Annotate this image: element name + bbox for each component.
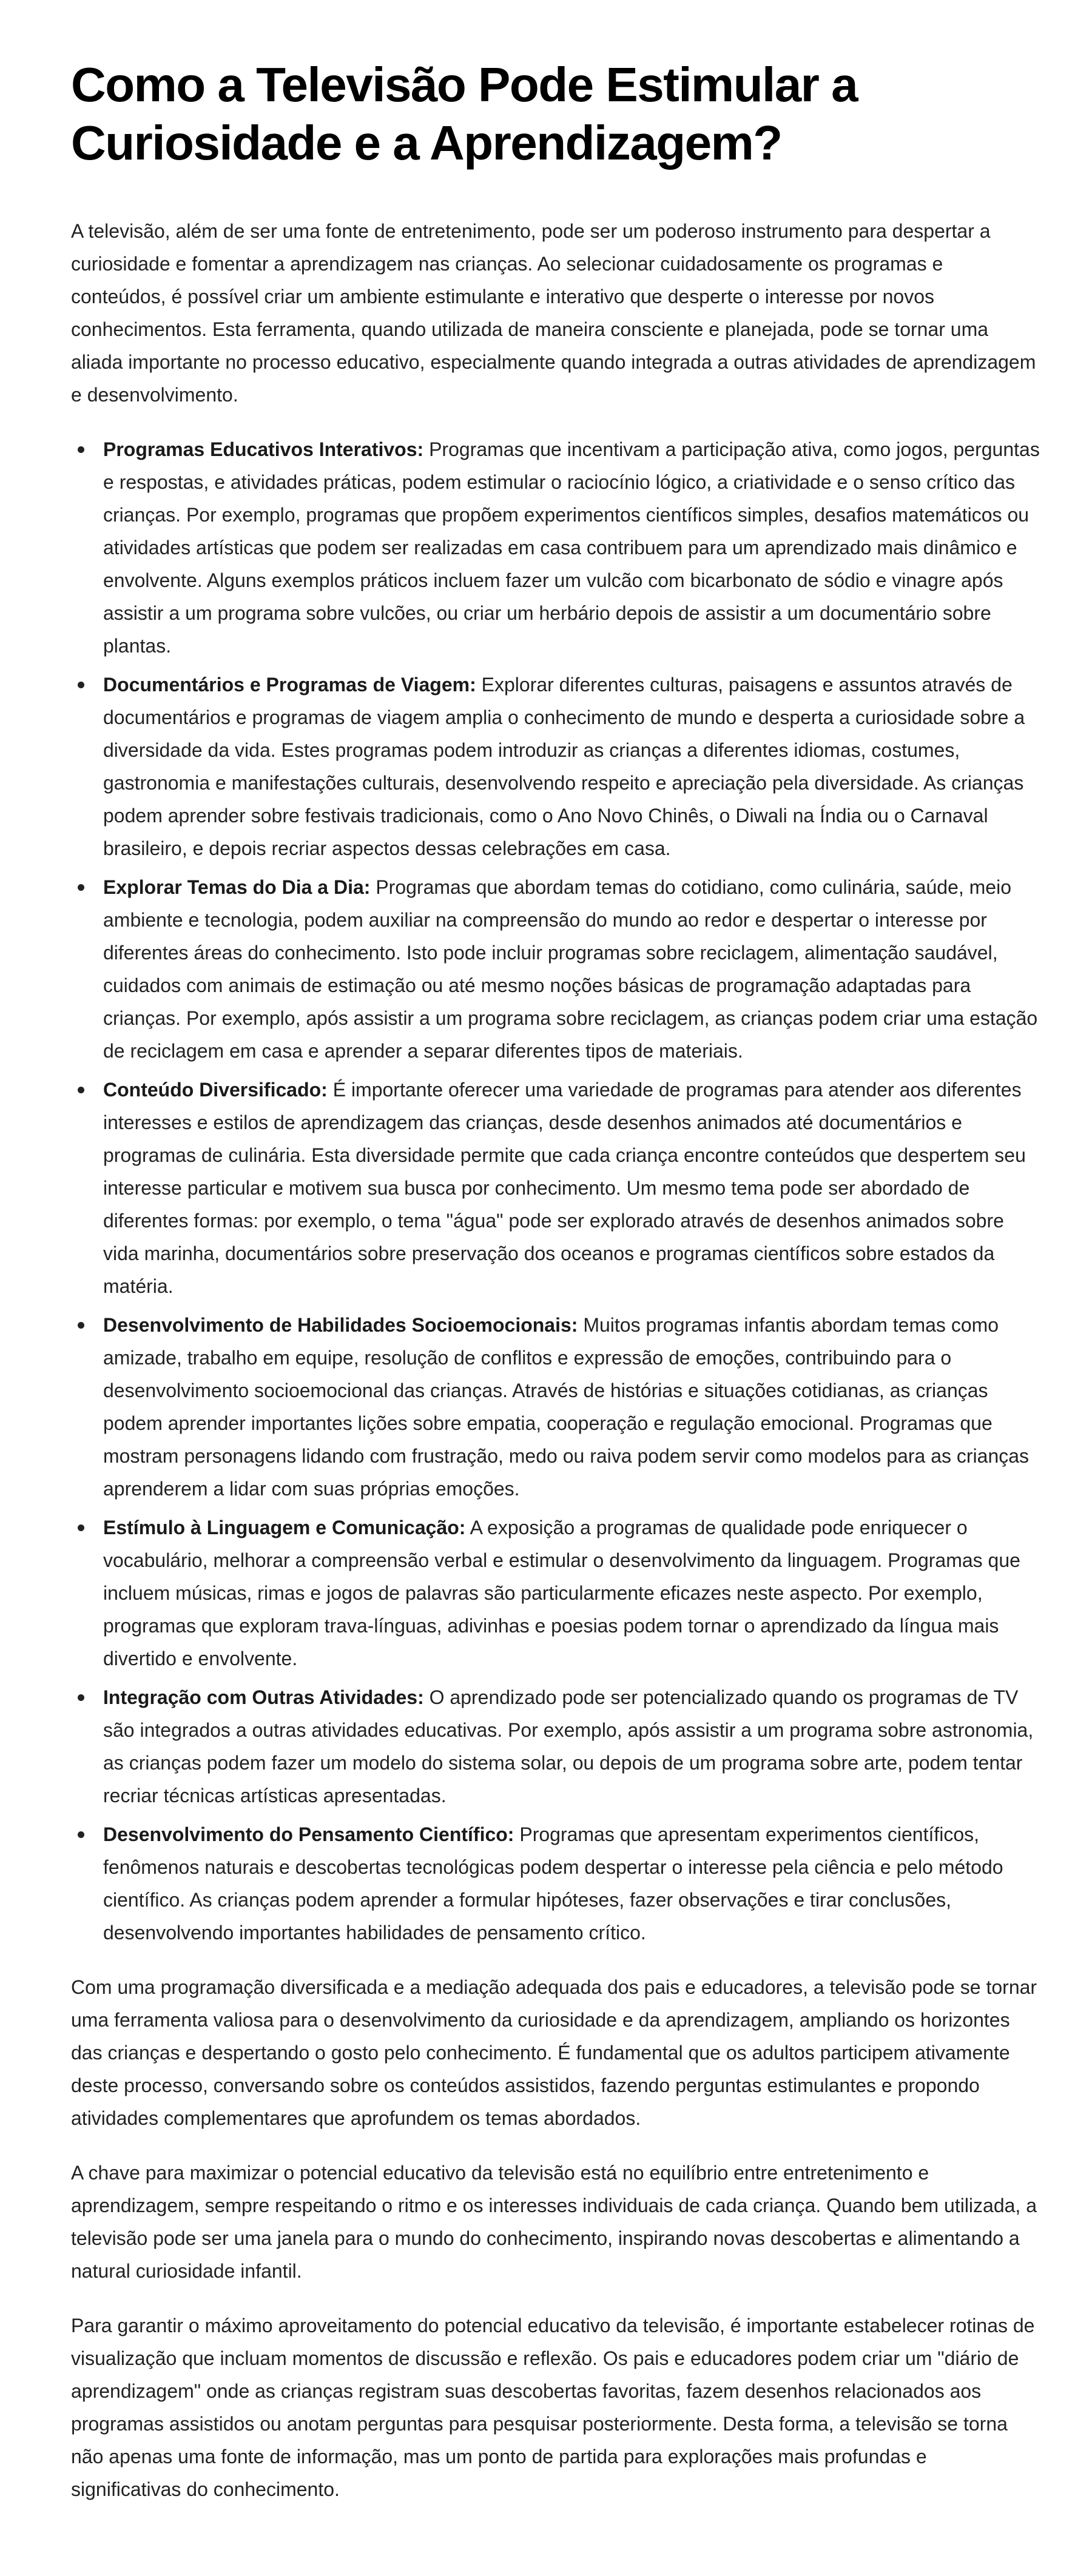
list-item-text: É importante oferecer uma variedade de programas para atender aos diferentes interesses e estilos de aprendizagem das crianças, desde desenhos animados até documentários e programas de culinária. Esta diversidade permite que cada criança encontre conteúdos que despertem seu interesse particular e motivem sua busca por conhecimento. Um mesmo tema pode ser abordado de diferentes formas: por exemplo, o tema "água" pode ser explorado através de desenhos animados sobre vida marinha, documentários sobre preservação dos oceanos e programas científicos sobre estados da matéria. (103, 1079, 1026, 1297)
list-item (71, 1511, 1043, 1675)
list-item (71, 1818, 1043, 1949)
benefits-list (71, 433, 1043, 1949)
list-item-title: Estímulo à Linguagem e Comunicação: (103, 1517, 466, 1538)
bullet-icon (78, 682, 84, 688)
bullet-icon (78, 1831, 84, 1838)
list-item (71, 1073, 1043, 1303)
intro-paragraph: A televisão, além de ser uma fonte de entretenimento, pode ser um poderoso instrumento para despertar a curiosidade e fomentar a aprendizagem nas crianças. Ao selecionar cuidadosamente os programas e conteúdos, é possível criar um ambiente estimulante e interativo que desperte o interesse por novos conhecimentos. Esta ferramenta, quando utilizada de maneira consciente e planejada, pode se tornar uma aliada importante no processo educativo, especialmente quando integrada a outras atividades de aprendizagem e desenvolvimento. (71, 220, 1036, 406)
list-item-title: Explorar Temas do Dia a Dia: (103, 876, 371, 898)
page-title: Como a Televisão Pode Estimular a Curiosidade e a Aprendizagem? (71, 58, 858, 170)
list-item-text: Explorar diferentes culturas, paisagens e assuntos através de documentários e programas de viagem amplia o conhecimento de mundo e desperta a curiosidade sobre a diversidade da vida. Estes programas podem introduzir as crianças a diferentes idiomas, costumes, gastronomia e manifestações culturais, desenvolvendo respeito e apreciação pela diversidade. As crianças podem aprender sobre festivais tradicionais, como o Ano Novo Chinês, o Diwali na Índia ou o Carnaval brasileiro, e depois recriar aspectos dessas celebrações em casa. (103, 674, 1025, 859)
bullet-icon (78, 1087, 84, 1093)
list-item-text: Programas que incentivam a participação ativa, como jogos, perguntas e respostas, e atividades práticas, podem estimular o raciocínio lógico, a criatividade e o senso crítico das crianças. Por exemplo, programas que propõem experimentos científicos simples, desafios matemáticos ou atividades artísticas que podem ser realizadas em casa contribuem para um aprendizado mais dinâmico e envolvente. Alguns exemplos práticos incluem fazer um vulcão com bicarbonato de sódio e vinagre após assistir a um programa sobre vulcões, ou criar um herbário depois de assistir a um documentário sobre plantas. (103, 438, 1040, 657)
bullet-icon (78, 1524, 84, 1531)
list-item-text: Muitos programas infantis abordam temas como amizade, trabalho em equipe, resolução de conflitos e expressão de emoções, contribuindo para o desenvolvimento socioemocional das crianças. Através de histórias e situações cotidianas, as crianças podem aprender importantes lições sobre empatia, cooperação e regulação emocional. Programas que mostram personagens lidando com frustração, medo ou raiva podem servir como modelos para as crianças aprenderem a lidar com suas próprias emoções. (103, 1314, 1030, 1500)
list-item-title: Conteúdo Diversificado: (103, 1079, 328, 1101)
list-item (71, 1309, 1043, 1505)
list-item-text: Programas que abordam temas do cotidiano, como culinária, saúde, meio ambiente e tecnologia, podem auxiliar na compreensão do mundo ao redor e despertar o interesse por diferentes áreas do conhecimento. Isto pode incluir programas sobre reciclagem, alimentação saudável, cuidados com animais de estimação ou até mesmo noções básicas de programação adaptadas para crianças. Por exemplo, após assistir a um programa sobre reciclagem, as crianças podem criar uma estação de reciclagem em casa e aprender a separar diferentes tipos de materiais. (103, 876, 1038, 1062)
list-item (71, 433, 1043, 662)
closing-paragraph: Com uma programação diversificada e a mediação adequada dos pais e educadores, a televisão pode se tornar uma ferramenta valiosa para o desenvolvimento da curiosidade e da aprendizagem, ampliando os horizontes das crianças e despertando o gosto pelo conhecimento. É fundamental que os adultos participem ativamente deste processo, conversando sobre os conteúdos assistidos, fazendo perguntas estimulantes e propondo atividades complementares que aprofundem os temas abordados. (71, 1976, 1037, 2129)
list-item (71, 871, 1043, 1067)
bullet-icon (78, 1694, 84, 1701)
closing-paragraph: Para garantir o máximo aproveitamento do potencial educativo da televisão, é importante estabelecer rotinas de visualização que incluam momentos de discussão e reflexão. Os pais e educadores podem criar um "diário de aprendizagem" onde as crianças registram suas descobertas favoritas, fazem desenhos relacionados aos programas assistidos ou anotam perguntas para pesquisar posteriormente. Desta forma, a televisão se torna não apenas uma fonte de informação, mas um ponto de partida para explorações mais profundas e significativas do conhecimento. (71, 2315, 1035, 2500)
closing-paragraph: A chave para maximizar o potencial educativo da televisão está no equilíbrio entre entretenimento e aprendizagem, sempre respeitando o ritmo e os interesses individuais de cada criança. Quando bem utilizada, a televisão pode ser uma janela para o mundo do conhecimento, inspirando novas descobertas e alimentando a natural curiosidade infantil. (71, 2162, 1037, 2282)
list-item-title: Integração com Outras Atividades: (103, 1686, 424, 1708)
list-item-title: Desenvolvimento de Habilidades Socioemocionais: (103, 1314, 578, 1336)
list-item-title: Programas Educativos Interativos: (103, 438, 424, 460)
bullet-icon (78, 884, 84, 891)
bullet-icon (78, 446, 84, 453)
list-item-text: A exposição a programas de qualidade pode enriquecer o vocabulário, melhorar a compreensão verbal e estimular o desenvolvimento da linguagem. Programas que incluem músicas, rimas e jogos de palavras são particularmente eficazes neste aspecto. Por exemplo, programas que exploram trava-línguas, adivinhas e poesias podem tornar o aprendizado da língua mais divertido e envolvente. (103, 1517, 1020, 1669)
bullet-icon (78, 1322, 84, 1329)
list-item-text: O aprendizado pode ser potencializado quando os programas de TV são integrados a outras atividades educativas. Por exemplo, após assistir a um programa sobre astronomia, as crianças podem fazer um modelo do sistema solar, ou depois de um programa sobre arte, podem tentar recriar técnicas artísticas apresentadas. (103, 1686, 1034, 1806)
list-item (71, 1681, 1043, 1812)
list-item (71, 668, 1043, 865)
list-item-title: Documentários e Programas de Viagem: (103, 674, 476, 696)
list-item-text: Programas que apresentam experimentos científicos, fenômenos naturais e descobertas tecnológicas podem despertar o interesse pela ciência e pelo método científico. As crianças podem aprender a formular hipóteses, fazer observações e tirar conclusões, desenvolvendo importantes habilidades de pensamento crítico. (103, 1823, 1003, 1944)
list-item-title: Desenvolvimento do Pensamento Científico: (103, 1823, 514, 1845)
